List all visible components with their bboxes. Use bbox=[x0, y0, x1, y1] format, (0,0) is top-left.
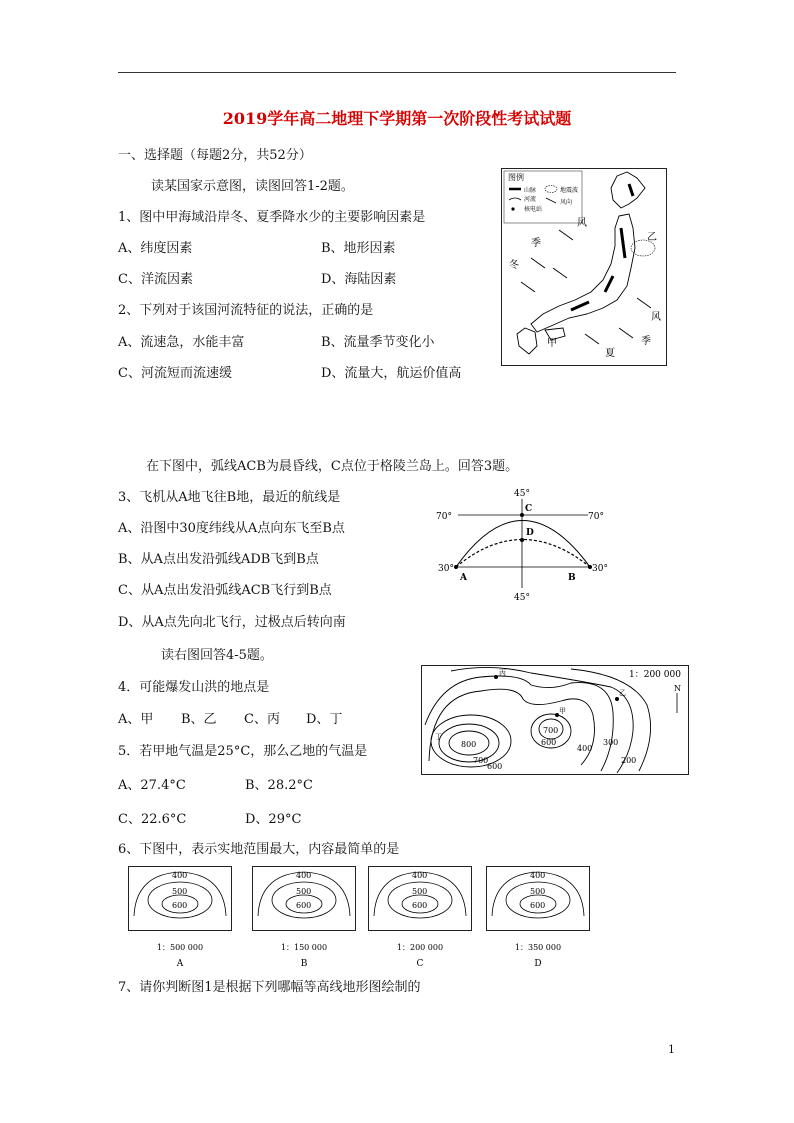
contour-label-inner: 600 bbox=[296, 901, 312, 910]
label-yi-contour: 乙 bbox=[619, 689, 626, 697]
contour-map-q4-5 bbox=[421, 665, 689, 775]
summer-wind-label-feng: 风 bbox=[651, 312, 661, 323]
panel-letter: A bbox=[176, 959, 184, 969]
header-rule bbox=[118, 72, 676, 73]
panel-scale: 1：500 000 bbox=[156, 943, 204, 952]
q3-stem: 3、飞机从A地飞往B地，最近的航线是 bbox=[118, 490, 341, 505]
point-a-label: A bbox=[460, 573, 467, 583]
contour-label-outer: 400 bbox=[172, 871, 188, 880]
point-d-marker bbox=[520, 538, 524, 542]
q1-option-c: C、洋流因素 bbox=[118, 272, 193, 287]
terminator-diagram bbox=[432, 484, 622, 606]
panel-scale: 1：350 000 bbox=[514, 943, 562, 952]
bottom-longitude-label: 45° bbox=[514, 593, 530, 603]
q7-stem: 7、请你判断图1是根据下列哪幅等高线地形图绘制的 bbox=[118, 980, 421, 995]
q3-option-b: B、从A点出发沿弧线ADB飞到B点 bbox=[118, 552, 319, 567]
q4-option-d: D、丁 bbox=[306, 712, 343, 727]
contour-label-inner: 600 bbox=[530, 901, 546, 910]
point-yi-marker bbox=[615, 697, 619, 701]
q5-option-c: C、22.6°C bbox=[118, 812, 187, 827]
terminator-arc-acb bbox=[456, 521, 590, 568]
contour-label-middle: 500 bbox=[530, 887, 546, 896]
label-yi: 乙 bbox=[647, 232, 657, 243]
contour-600a-label: 600 bbox=[487, 762, 503, 771]
contour-300-label: 300 bbox=[603, 738, 619, 747]
label-ding: 丁 bbox=[435, 733, 442, 741]
panel-letter: C bbox=[416, 959, 424, 969]
lat70-right-label: 70° bbox=[588, 512, 604, 522]
q4-option-a: A、甲 bbox=[118, 712, 154, 727]
north-label: N bbox=[674, 684, 681, 693]
q5-stem: 5．若甲地气温是25°C，那么乙地的气温是 bbox=[118, 744, 368, 759]
q1-option-a: A、纬度因素 bbox=[118, 241, 193, 256]
q3-option-a: A、沿图中30度纬线从A点向东飞至B点 bbox=[118, 521, 345, 536]
contour-label-inner: 600 bbox=[412, 901, 428, 910]
q1-option-b: B、地形因素 bbox=[321, 241, 396, 256]
intro-q1-2: 读某国家示意图，读图回答1-2题。 bbox=[151, 179, 354, 194]
summer-wind-label-ji: 季 bbox=[641, 336, 651, 347]
label-jia: 甲 bbox=[547, 338, 557, 349]
lat30-right-label: 30° bbox=[592, 564, 608, 574]
panel-scale: 1：150 000 bbox=[280, 943, 328, 952]
q1-option-d: D、海陆因素 bbox=[321, 272, 397, 287]
legend-nuclear: 核电站 bbox=[524, 206, 543, 213]
q6-stem: 6、下图中，表示实地范围最大，内容最简单的是 bbox=[118, 842, 400, 857]
intro-q4-5: 读右图回答4-5题。 bbox=[161, 648, 273, 663]
point-a-marker bbox=[454, 565, 458, 569]
q6-panel-b bbox=[252, 866, 356, 972]
point-b-marker bbox=[588, 565, 592, 569]
panel-letter: B bbox=[300, 959, 308, 969]
winter-wind-label-feng: 风 bbox=[577, 218, 587, 229]
q4-option-c: C、丙 bbox=[244, 712, 280, 727]
q5-option-d: D、29°C bbox=[245, 812, 302, 827]
nuclear-legend-icon bbox=[511, 207, 514, 210]
point-c-marker bbox=[520, 513, 524, 517]
q1-stem: 1、图中甲海域沿岸冬、夏季降水少的主要影响因素是 bbox=[118, 210, 426, 225]
q2-stem: 2、下列对于该国河流特征的说法，正确的是 bbox=[118, 303, 374, 318]
q2-option-d: D、流量大，航运价值高 bbox=[321, 366, 462, 381]
q3-option-c: C、从A点出发沿弧线ACB飞行到B点 bbox=[118, 583, 332, 598]
q4-option-b: B、乙 bbox=[181, 712, 217, 727]
lat30-left-label: 30° bbox=[438, 564, 454, 574]
contour-label-outer: 400 bbox=[530, 871, 546, 880]
lat70-left-label: 70° bbox=[436, 512, 452, 522]
q2-option-c: C、河流短而流速缓 bbox=[118, 366, 232, 381]
q6-panel-a bbox=[128, 866, 232, 972]
q2-option-b: B、流量季节变化小 bbox=[321, 335, 435, 350]
contour-700b-label: 700 bbox=[543, 726, 559, 735]
legend-wind: 风向 bbox=[560, 199, 573, 206]
contour-200-label: 200 bbox=[621, 756, 637, 765]
q6-panel-d bbox=[486, 866, 590, 972]
contour-label-outer: 400 bbox=[296, 871, 312, 880]
legend-tsunami: 地震波 bbox=[560, 187, 579, 194]
q6-panel-c bbox=[368, 866, 472, 972]
section-heading: 一、选择题（每题2分，共52分） bbox=[118, 148, 312, 163]
contour-400-label: 400 bbox=[577, 744, 593, 753]
winter-wind-label-ji: 季 bbox=[531, 238, 541, 249]
q6-contour-panels bbox=[118, 866, 588, 972]
q5-option-a: A、27.4°C bbox=[118, 778, 186, 793]
legend-mountain: 山脉 bbox=[524, 187, 537, 194]
legend-title: 图例 bbox=[508, 173, 524, 182]
contour-800-label: 800 bbox=[461, 740, 477, 749]
winter-wind-label-dong: 冬 bbox=[509, 260, 519, 271]
summer-wind-label-xia: 夏 bbox=[605, 348, 615, 359]
country-map-figure bbox=[501, 168, 667, 366]
label-jia-contour: 甲 bbox=[559, 707, 566, 715]
contour-label-outer: 400 bbox=[412, 871, 428, 880]
label-bing: 丙 bbox=[499, 669, 506, 677]
q4-stem: 4．可能爆发山洪的地点是 bbox=[118, 680, 270, 695]
point-b-label: B bbox=[568, 573, 576, 583]
q5-option-b: B、28.2°C bbox=[245, 778, 313, 793]
panel-letter: D bbox=[534, 959, 542, 969]
panel-scale: 1：200 000 bbox=[396, 943, 444, 952]
contour-label-middle: 500 bbox=[412, 887, 428, 896]
top-longitude-label: 45° bbox=[514, 489, 530, 499]
intro-q3: 在下图中，弧线ACB为晨昏线，C点位于格陵兰岛上。回答3题。 bbox=[146, 459, 519, 474]
point-d-label: D bbox=[526, 528, 534, 538]
contour-label-middle: 500 bbox=[172, 887, 188, 896]
point-bing-marker bbox=[494, 675, 498, 679]
contour-map-scale: 1：200 000 bbox=[629, 670, 681, 680]
q3-option-d: D、从A点先向北飞行，过极点后转向南 bbox=[118, 615, 346, 630]
contour-label-middle: 500 bbox=[296, 887, 312, 896]
page-number: 1 bbox=[668, 1043, 675, 1056]
page-title: 2019学年高二地理下学期第一次阶段性考试试题 bbox=[222, 109, 572, 128]
q2-option-a: A、流速急，水能丰富 bbox=[118, 335, 245, 350]
point-c-label: C bbox=[525, 504, 533, 514]
legend-river: 河流 bbox=[524, 196, 537, 203]
contour-600b-label: 600 bbox=[541, 738, 557, 747]
contour-label-inner: 600 bbox=[172, 901, 188, 910]
contour-700a-label: 700 bbox=[473, 756, 489, 765]
